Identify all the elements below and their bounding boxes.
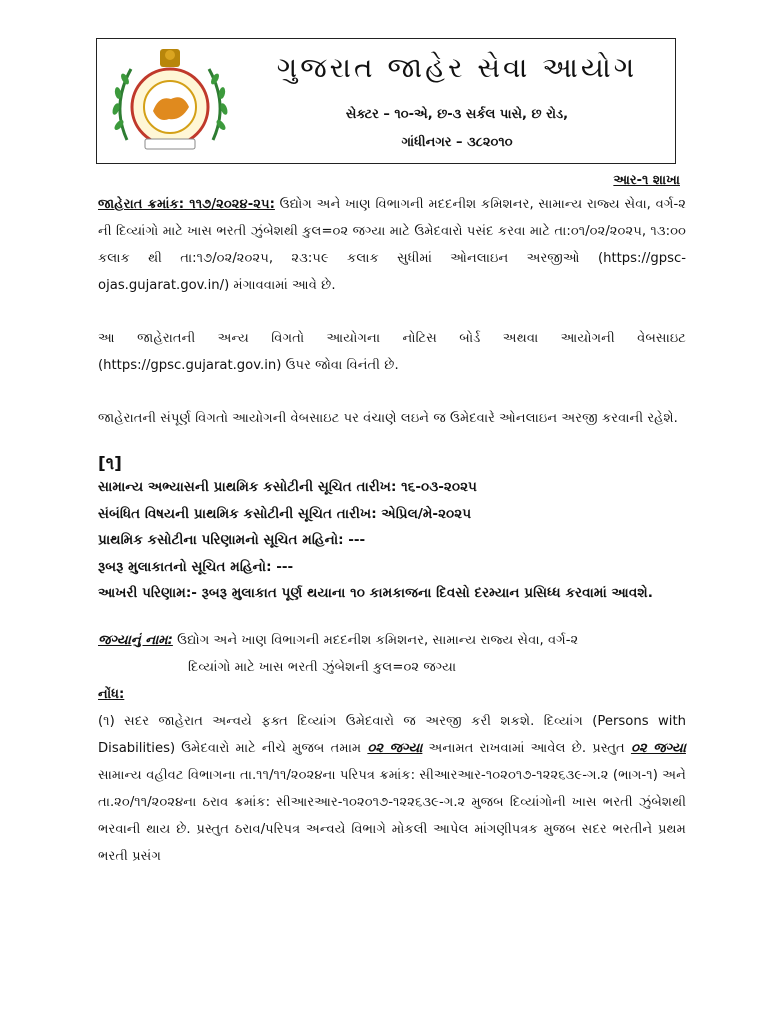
address-line-1: સેક્ટર – ૧૦-એ, છ-૩ સર્કલ પાસે, છ રોડ, xyxy=(345,107,569,122)
gpsc-logo-icon xyxy=(105,45,235,157)
schedule-number: [૧] xyxy=(98,454,122,474)
branch-label: આર-૧ શાખા xyxy=(613,173,680,188)
note-text-a: (૧) સદર જાહેરાત અન્વયે ફક્ત દિવ્યાંગ ઉમેદવારો જ અરજી કરી શકશે. દિવ્યાંગ (Persons with Disabilities) ઉમેદવારો માટે નીચે મુજબ તમામ xyxy=(98,713,686,756)
address-line-2: ગાંધીનગર – ૩૮૨૦૧૦ xyxy=(401,135,513,150)
note-label: નોંધ: xyxy=(98,686,125,702)
post-line-2: દિવ્યાંગો માટે ખાસ ભરતી ઝુંબેશની કુલ=૦૨ જગ્યા xyxy=(188,659,457,675)
details-paragraph: આ જાહેરાતની અન્ય વિગતો આયોગના નોટિસ બોર્ડ અથવા આયોગની વેબસાઇટ (https://gpsc.gujarat.gov.in) ઉપર જોવા વિનંતી છે. xyxy=(98,331,686,373)
note-paragraph xyxy=(98,708,686,870)
schedule-item: આખરી પરિણામ:- રૂબરૂ મુલાકાત પૂર્ણ થયાના ૧૦ કામકાજના દિવસો દરમ્યાન પ્રસિધ્ધ કરવામાં આવશે. xyxy=(98,585,653,601)
advert-label: જાહેરાત ક્રમાંક: ૧૧૭/૨૦૨૪-૨૫: xyxy=(98,197,275,212)
note-text-b: અનામત રાખવામાં આવેલ છે. પ્રસ્તુત xyxy=(428,740,625,756)
document-body xyxy=(98,191,686,870)
note-highlight-2: ૦૨ જગ્યા xyxy=(630,740,686,756)
advert-text: ઉદ્યોગ અને ખાણ વિભાગની મદદનીશ કમિશનર, સામાન્ય રાજ્ય સેવા, વર્ગ-૨ ની દિવ્યાંગો માટે ખાસ ભરતી ઝુંબેશથી કુલ=૦૨ જગ્યા માટે ઉમેદવારો પસંદ કરવા માટે તા:૦૧/૦૨/૨૦૨૫, ૧૩:૦૦ કલાક થી તા:૧૭/૦૨/૨૦૨૫, ૨૩:૫૯ કલાક સુધીમાં ઓનલાઇન અરજીઓ (https://gpsc-ojas.gujarat.gov.in/) મંગાવવામાં આવે છે. xyxy=(98,197,686,293)
note-highlight-1: ૦૨ જગ્યા xyxy=(367,740,423,756)
note-text-c: સામાન્ય વહીવટ વિભાગના તા.૧૧/૧૧/૨૦૨૪ના પરિપત્ર ક્રમાંક: સીઆરઆર-૧૦૨૦૧૭-૧૨૨૬૩૯-ગ.૨ (ભાગ-૧) અને તા.૨૦/૧૧/૨૦૨૪ના ઠરાવ ક્રમાંક: સીઆરઆર-૧૦૨૦૧૭-૧૨૨૬૩૯-ગ.૨ મુજબ દિવ્યાંગોની ખાસ ભરતી ઝુંબેશથી ભરવાની થાય છે. પ્રસ્તુત ઠરાવ/પરિપત્ર અન્વયે વિભાગે મોકલી આપેલ માંગણીપત્રક મુજબ સદર ભરતીને પ્રથમ ભરતી પ્રસંગ xyxy=(98,767,686,864)
schedule-item: સામાન્ય અભ્યાસની પ્રાથમિક કસોટીની સૂચિત તારીખ: ૧૬-૦૩-૨૦૨૫ xyxy=(98,479,477,495)
post-name xyxy=(98,627,686,654)
header-box xyxy=(96,38,676,164)
schedule-item: સંબંધિત વિષયની પ્રાથમિક કસોટીની સૂચિત તારીખ: એપ્રિલ/મે-૨૦૨૫ xyxy=(98,505,472,522)
schedule-item: પ્રાથમિક કસોટીના પરિણામનો સૂચિત મહિનો: --- xyxy=(98,532,366,548)
instruction-paragraph: જાહેરાતની સંપૂર્ણ વિગતો આયોગની વેબસાઇટ પર વંચાણે લઇને જ ઉમેદવારે ઓનલાઇન અરજી કરવાની રહેશે. xyxy=(98,411,678,426)
schedule-list xyxy=(98,474,686,607)
advert-paragraph xyxy=(98,191,686,299)
post-line-1: ઉદ્યોગ અને ખાણ વિભાગની મદદનીશ કમિશનર, સામાન્ય રાજ્ય સેવા, વર્ગ-૨ xyxy=(177,632,579,648)
org-title: ગુજરાત જાહેર સેવા આયોગ xyxy=(276,51,638,84)
post-label: જગ્યાનું નામ: xyxy=(98,632,173,648)
schedule-item: રૂબરૂ મુલાકાતનો સૂચિત મહિનો: --- xyxy=(98,558,294,575)
